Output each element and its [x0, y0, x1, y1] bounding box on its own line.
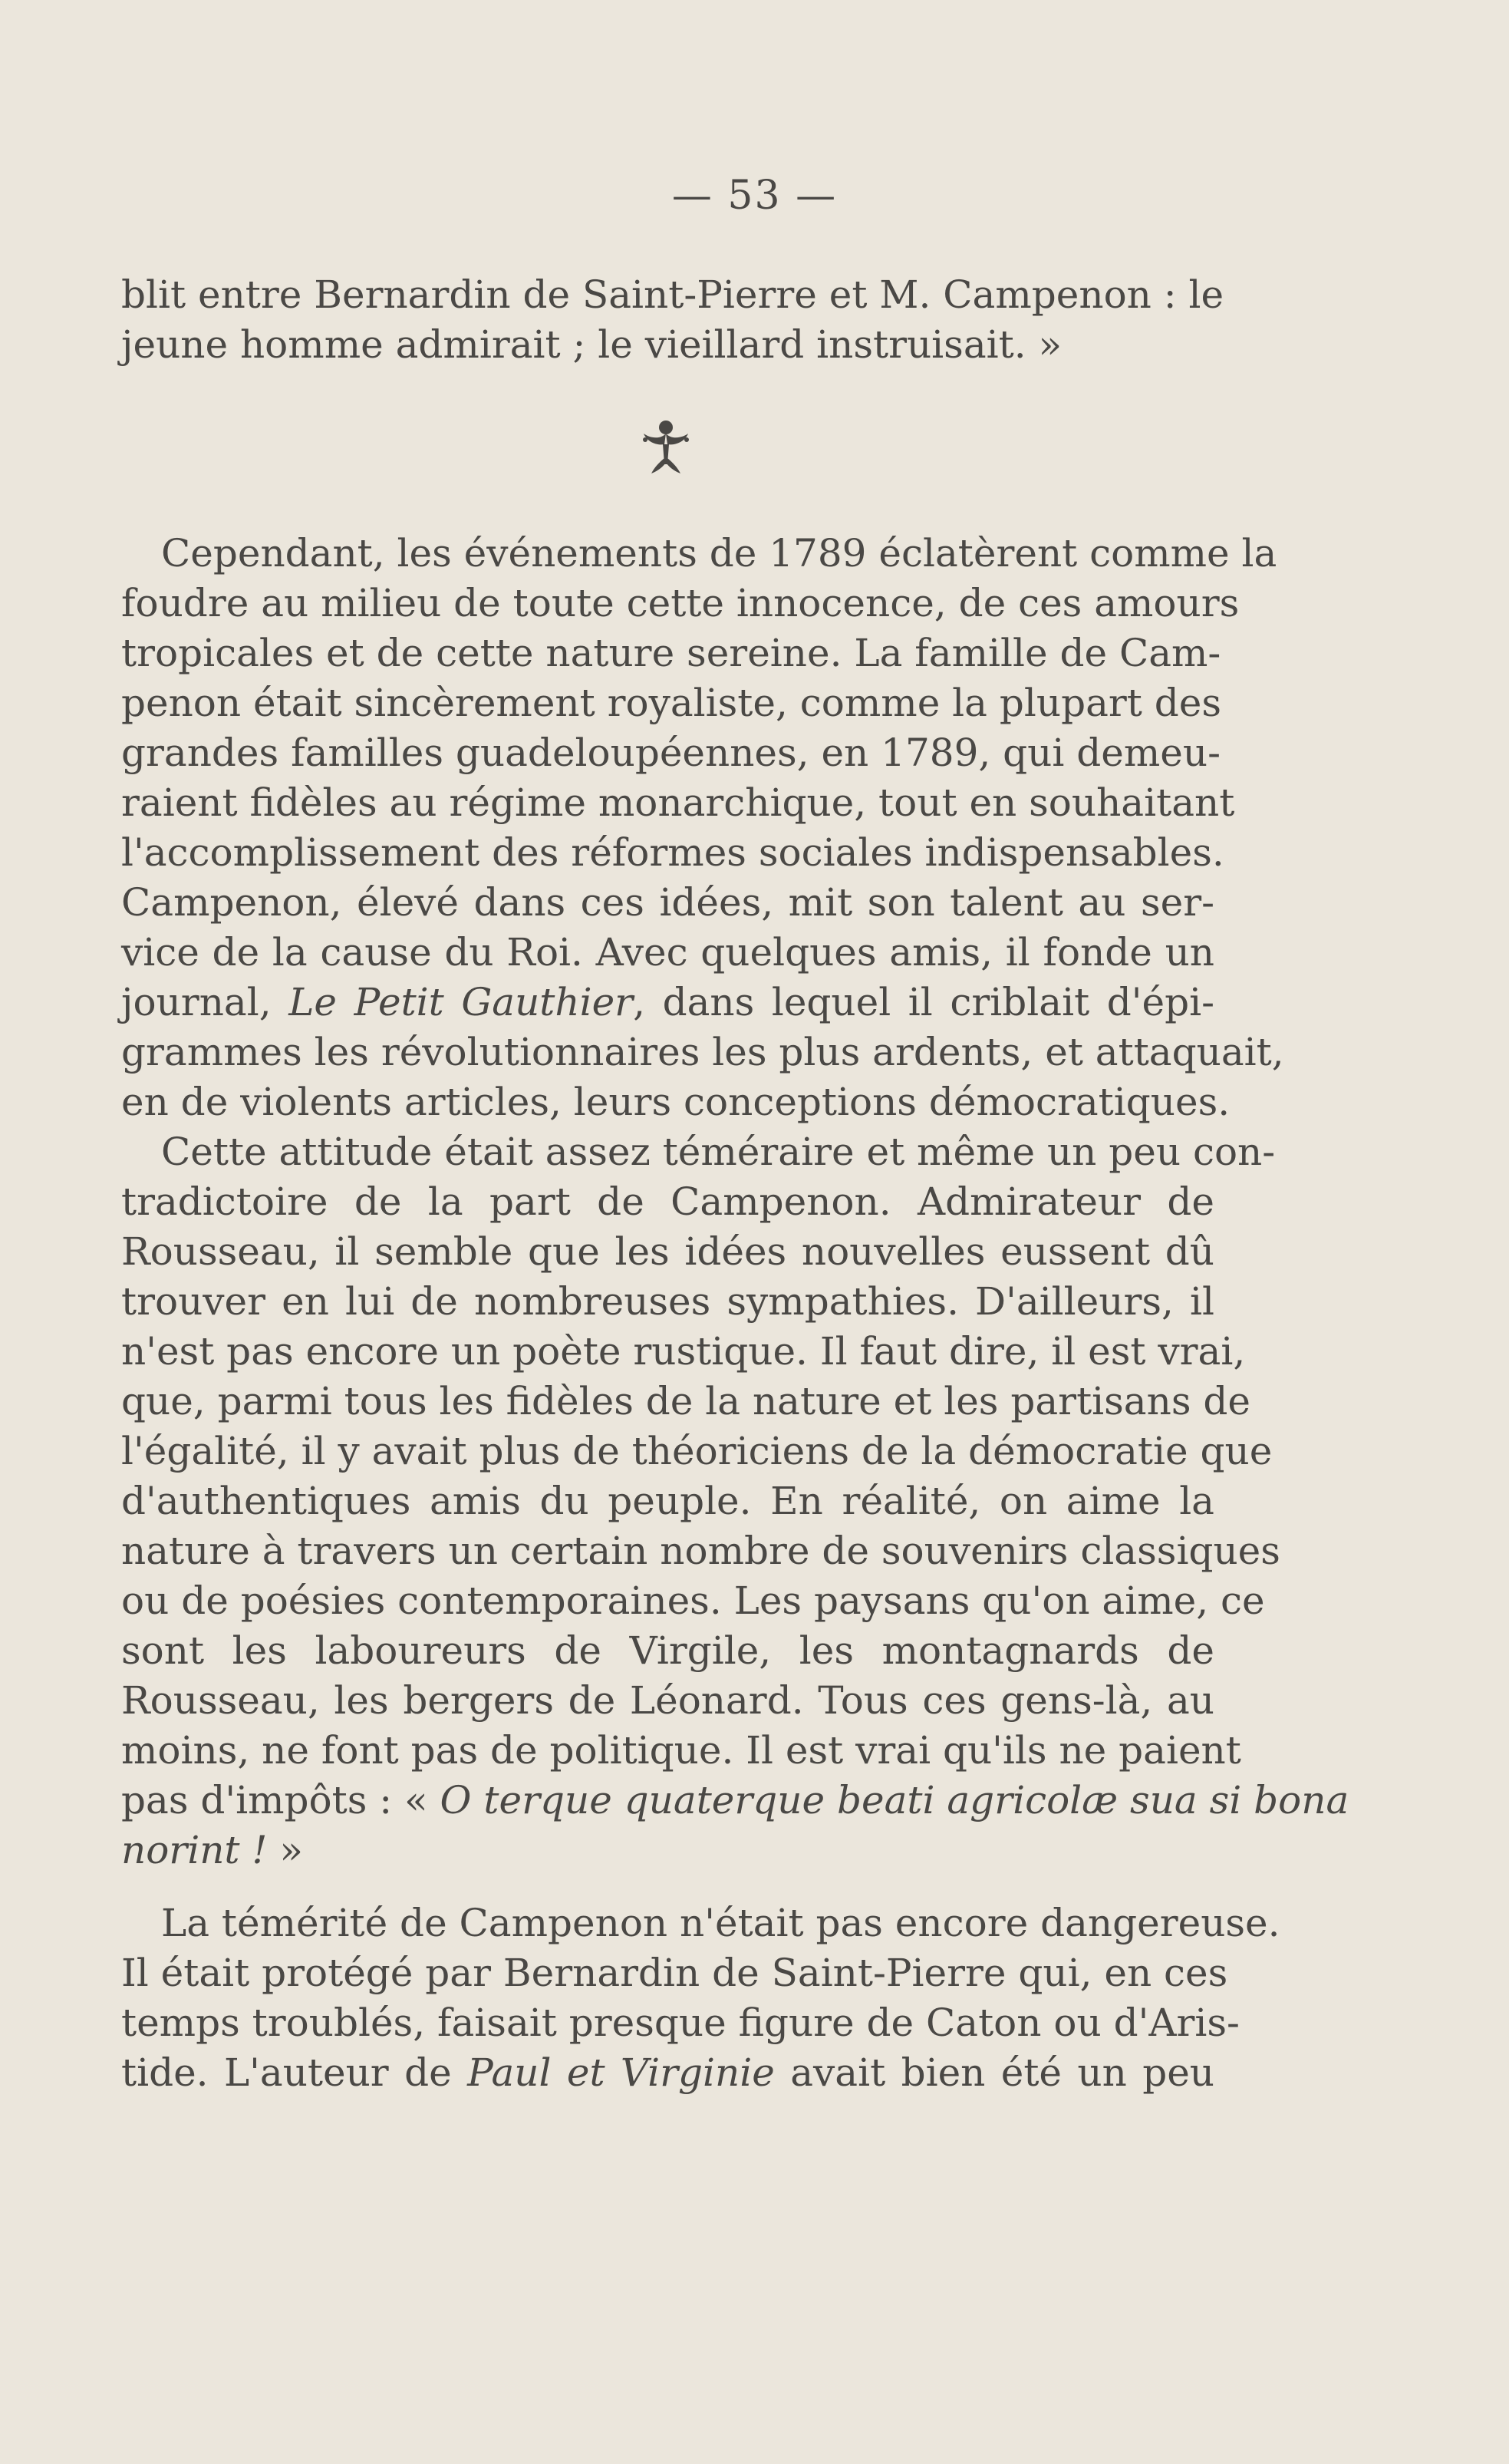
text-line: Rousseau, les bergers de Léonard. Tous ces gens-là, au: [121, 1678, 1214, 1723]
text-line: nature à travers un certain nombre de souvenirs classiques: [121, 1529, 1280, 1573]
text-line: Rousseau, il semble que les idées nouvelles eussent dû: [121, 1229, 1214, 1274]
text-line: vice de la cause du Roi. Avec quelques amis, il fonde un: [121, 930, 1214, 975]
text-line: temps troublés, faisait presque figure de Caton ou d'Aris-: [121, 2001, 1240, 2045]
text-line: d'authentiques amis du peuple. En réalité, on aime la: [121, 1479, 1214, 1523]
text-run: tide. L'auteur de: [121, 2050, 468, 2095]
text-line: grandes familles guadeloupéennes, en 1789, qui demeu-: [121, 731, 1221, 775]
text-line: jeune homme admirait ; le vieillard instruisait. »: [121, 322, 1063, 367]
text-line: ou de poésies contemporaines. Les paysans qu'on aime, ce: [121, 1578, 1265, 1623]
text-line: penon était sincèrement royaliste, comme la plupart des: [121, 681, 1222, 725]
text-line: tradictoire de la part de Campenon. Admirateur de: [121, 1179, 1214, 1224]
text-line: tropicales et de cette nature sereine. La famille de Cam-: [121, 631, 1221, 675]
text-line: l'égalité, il y avait plus de théoriciens de la démocratie que: [121, 1429, 1273, 1473]
fleuron-ornament-icon: [639, 418, 693, 476]
text-line: moins, ne font pas de politique. Il est vrai qu'ils ne paient: [121, 1728, 1241, 1773]
text-line: grammes les révolutionnaires les plus ardents, et attaquait,: [121, 1030, 1284, 1074]
paragraph-continuation: [121, 270, 1224, 370]
text-line: sont les laboureurs de Virgile, les montagnards de: [121, 1628, 1214, 1673]
latin-quote: O terque quaterque beati agricolæ sua si bona: [440, 1778, 1349, 1822]
text-line: blit entre Bernardin de Saint-Pierre et M. Campenon : le: [121, 272, 1224, 317]
paragraphs-main: [121, 529, 1349, 1875]
page-number: — 53 —: [671, 173, 838, 219]
text-run: »: [267, 1828, 303, 1872]
text-line: Il était protégé par Bernardin de Saint-Pierre qui, en ces: [121, 1951, 1228, 1995]
latin-quote-end: norint !: [121, 1828, 268, 1872]
text-line: Cependant, les événements de 1789 éclatèrent comme la: [161, 531, 1277, 576]
text-line: Cette attitude était assez téméraire et même un peu con-: [161, 1130, 1276, 1174]
text-run: , dans lequel il criblait d'épi-: [633, 980, 1214, 1024]
journal-title: Le Petit Gauthier: [288, 980, 634, 1024]
text-run: journal,: [121, 980, 289, 1024]
text-line: Campenon, élevé dans ces idées, mit son talent au ser-: [121, 880, 1214, 925]
text-line: raient fidèles au régime monarchique, tout en souhaitant: [121, 780, 1235, 825]
text-line: que, parmi tous les fidèles de la nature et les partisans de: [121, 1379, 1250, 1423]
paragraph-final: [121, 1898, 1280, 2098]
text-line: foudre au milieu de toute cette innocence, de ces amours: [121, 581, 1240, 625]
text-line: n'est pas encore un poète rustique. Il faut dire, il est vrai,: [121, 1329, 1246, 1374]
text-line: [121, 1826, 1214, 1875]
text-line: [121, 978, 1214, 1027]
text-line: La témérité de Campenon n'était pas encore dangereuse.: [161, 1901, 1280, 1945]
text-line: [121, 1776, 1349, 1826]
text-line: trouver en lui de nombreuses sympathies. D'ailleurs, il: [121, 1279, 1214, 1324]
text-line: [121, 2048, 1214, 2098]
text-line: en de violents articles, leurs conceptions démocratiques.: [121, 1080, 1231, 1124]
book-title: Paul et Virginie: [467, 2050, 775, 2095]
text-line: l'accomplissement des réformes sociales indispensables.: [121, 830, 1224, 875]
text-run: avait bien été un peu: [774, 2050, 1214, 2095]
text-run: pas d'impôts : «: [121, 1778, 440, 1822]
